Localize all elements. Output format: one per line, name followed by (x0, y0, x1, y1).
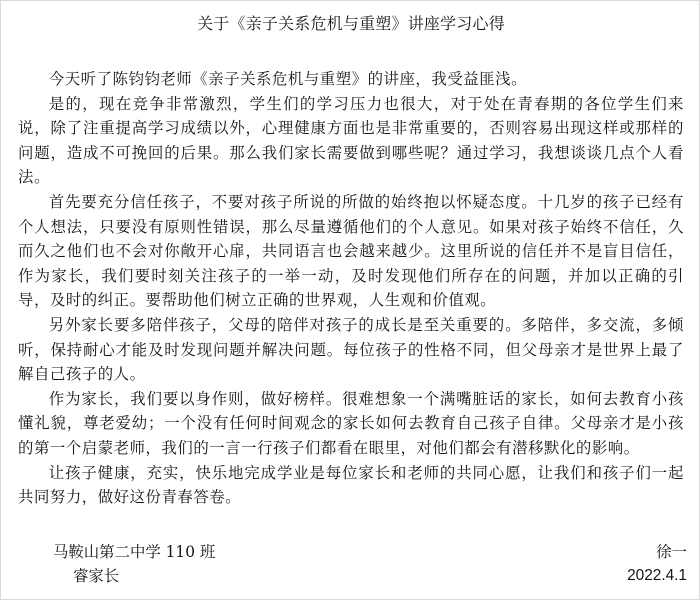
paragraph-trust: 首先要充分信任孩子，不要对孩子所说的所做的始终抱以怀疑态度。十几岁的孩子已经有个人想法，只要没有原则性错误，那么尽量遵循他们的个人意见。如果对孩子始终不信任，久而久之他们也不会对你敞开心扉，共同语言也会越来越少。这里所说的信任并不是盲目信任，作为家长，我们要时刻关注孩子的一举一动，及时发现他们所存在的问题，并加以正确的引导，及时的纠正。要帮助他们树立正确的世界观，人生观和价值观。 (18, 192, 684, 310)
paragraph-conclusion: 让孩子健康，充实，快乐地完成学业是每位家长和老师的共同心愿，让我们和孩子们一起共同努力，做好这份青春答卷。 (18, 463, 684, 507)
signature-left (53, 540, 215, 588)
paragraph-role-model: 作为家长，我们要以身作则，做好榜样。很难想象一个满嘴脏话的家长，如何去教育小孩懂礼貌，尊老爱幼；一个没有任何时间观念的家长如何去教育自己孩子自律。父母亲才是小孩的第一个启蒙老师，我们的一言一行孩子们都看在眼里，对他们都会有潜移默化的影响。 (18, 389, 684, 457)
paragraph-background: 是的，现在竞争非常激烈，学生们的学习压力也很大，对于处在青春期的各位学生们来说，除了注重提高学习成绩以外，心理健康方面也是非常重要的，否则容易出现这样或那样的问题，造成不可挽回的后果。那么我们家长需要做到哪些呢？通过学习，我想谈谈几点个人看法。 (18, 94, 684, 187)
school-class-line: 马鞍山第二中学 110 班 (53, 543, 216, 561)
paragraph-companionship: 另外家长要多陪伴孩子，父母的陪伴对孩子的成长是至关重要的。多陪伴，多交流，多倾听，保持耐心才能及时发现问题并解决问题。每位孩子的性格不同，但父母亲才是世界上最了解自己孩子的人。 (18, 315, 684, 384)
author-name: 徐一 (656, 543, 687, 561)
document-date: 2022.4.1 (627, 567, 687, 584)
document-body (18, 67, 684, 510)
document-title: 关于《亲子关系危机与重塑》讲座学习心得 (197, 14, 505, 33)
signature-right (627, 540, 687, 588)
parent-line: 睿家长 (73, 567, 120, 585)
paragraph-intro: 今天听了陈钧钧老师《亲子关系危机与重塑》的讲座，我受益匪浅。 (48, 70, 528, 88)
